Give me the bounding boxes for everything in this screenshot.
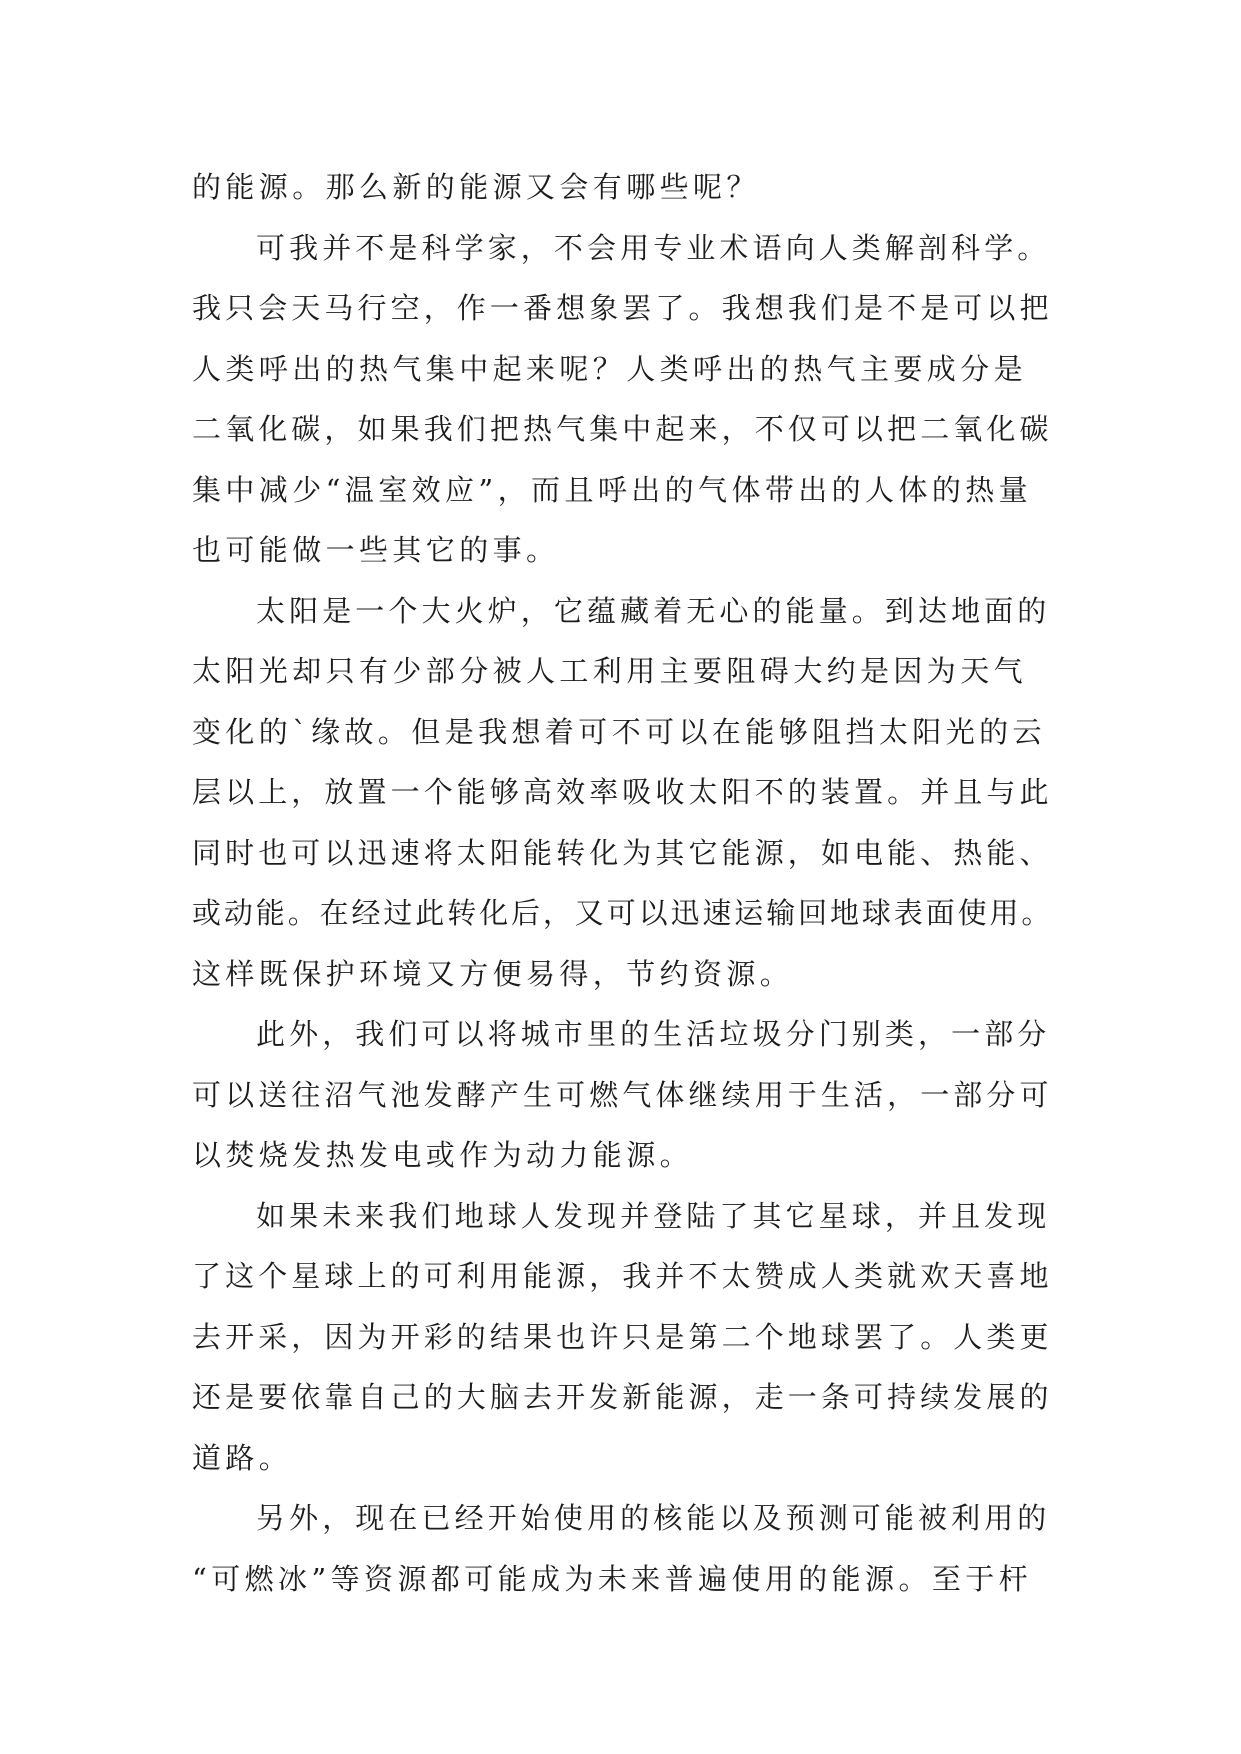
text-line: 同时也可以迅速将太阳能转化为其它能源，如电能、热能、 xyxy=(192,835,1053,870)
text-line: 可以送往沼气池发酵产生可燃气体继续用于生活，一部分可 xyxy=(192,1077,1053,1112)
text-line: “可燃冰”等资源都可能成为未来普遍使用的能源。至于杆 xyxy=(192,1561,1033,1596)
text-line: 以焚烧发热发电或作为动力能源。 xyxy=(192,1138,694,1172)
text-line: 人类呼出的热气集中起来呢？人类呼出的热气主要成分是 xyxy=(192,351,1028,386)
text-line: 我只会天马行空，作一番想象罢了。我想我们是不是可以把 xyxy=(192,291,1053,325)
text-line: 可我并不是科学家，不会用专业术语向人类解剖科学。 xyxy=(256,230,1051,265)
text-line: 去开采，因为开彩的结果也许只是第二个地球罢了。人类更 xyxy=(192,1319,1053,1354)
text-line: 这样既保护环境又方便易得，节约资源。 xyxy=(192,956,794,991)
body-text xyxy=(192,157,1054,1609)
text-line: 另外，现在已经开始使用的核能以及预测可能被利用的 xyxy=(256,1501,1051,1535)
text-line: 如果未来我们地球人发现并登陆了其它星球，并且发现 xyxy=(256,1198,1051,1233)
text-line: 的能源。那么新的能源又会有哪些呢？ xyxy=(192,170,760,204)
text-line: 此外，我们可以将城市里的生活垃圾分门别类，一部分 xyxy=(256,1017,1051,1051)
text-line: 二氧化碳，如果我们把热气集中起来，不仅可以把二氧化碳 xyxy=(192,412,1053,446)
text-line: 太阳是一个大火炉，它蕴藏着无心的能量。到达地面的 xyxy=(256,593,1051,628)
text-line: 太阳光却只有少部分被人工利用主要阻碍大约是因为天气 xyxy=(192,654,1028,688)
text-line: 还是要依靠自己的大脑去开发新能源，走一条可持续发展的 xyxy=(192,1380,1053,1414)
text-line: 变化的`缘故。但是我想着可不可以在能够阻挡太阳光的云 xyxy=(192,714,1046,749)
text-line: 也可能做一些其它的事。 xyxy=(192,533,560,567)
text-line: 层以上，放置一个能够高效率吸收太阳不的装置。并且与此 xyxy=(192,775,1053,809)
text-line: 或动能。在经过此转化后，又可以迅速运输回地球表面使用。 xyxy=(192,896,1054,930)
text-line: 集中减少“温室效应”，而且呼出的气体带出的人体的热量 xyxy=(192,472,1033,507)
text-line: 道路。 xyxy=(192,1440,293,1475)
text-line: 了这个星球上的可利用能源，我并不太赞成人类就欢天喜地 xyxy=(192,1259,1053,1293)
